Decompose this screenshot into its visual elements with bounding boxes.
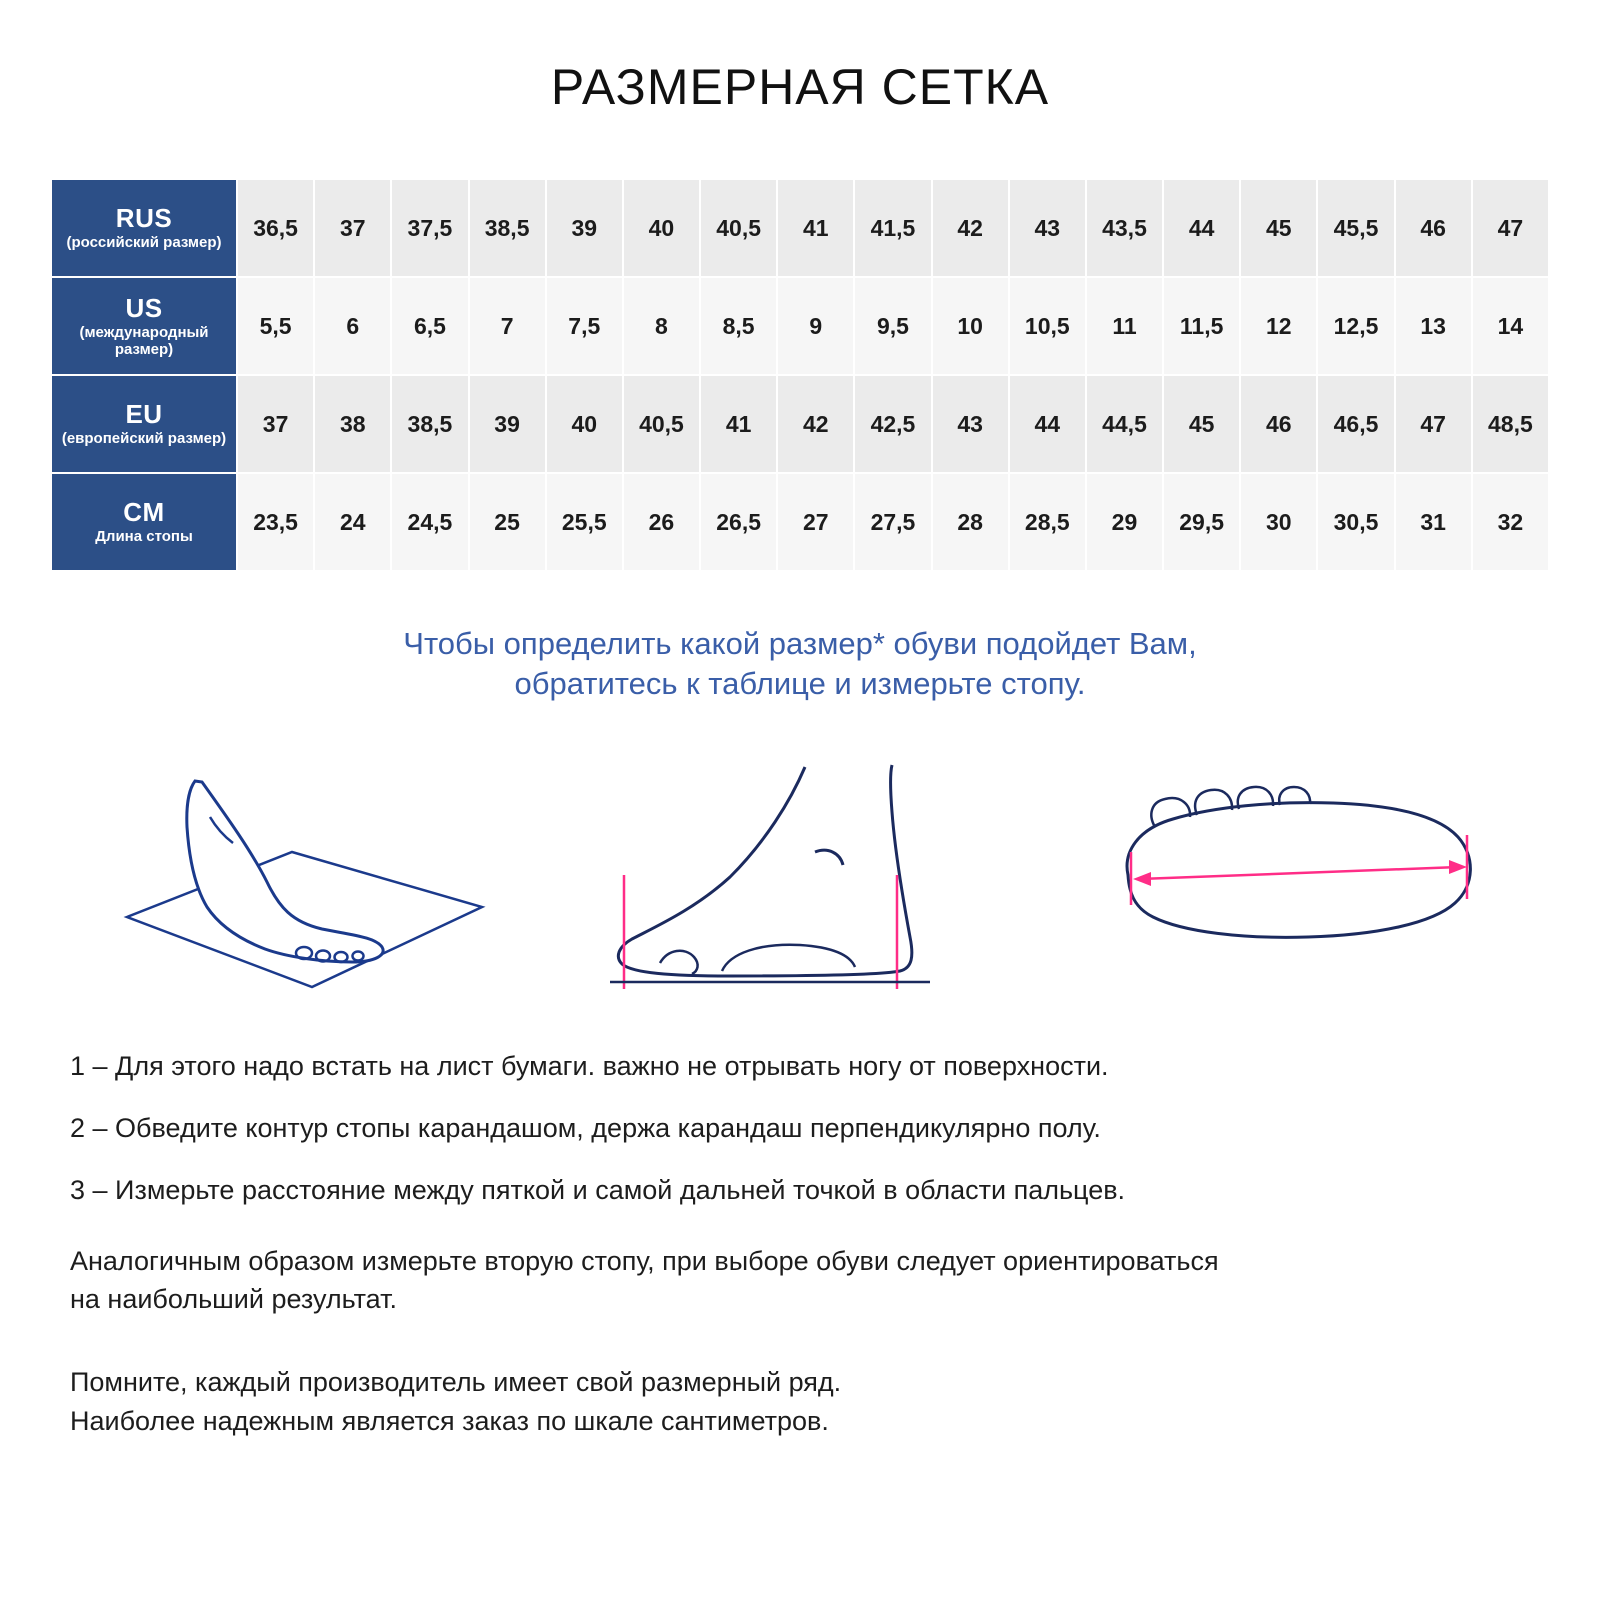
note-1-line-2: на наибольший результат. (70, 1283, 397, 1314)
cell: 39 (546, 179, 623, 277)
cell: 46,5 (1317, 375, 1394, 473)
row-header-sublabel: (российский размер) (66, 234, 222, 252)
cell: 43,5 (1086, 179, 1163, 277)
cell: 40,5 (623, 375, 700, 473)
cell: 44 (1163, 179, 1240, 277)
cell: 46 (1240, 375, 1317, 473)
foot-on-paper-illustration (107, 757, 507, 1012)
row-header-eu (51, 375, 237, 473)
cell: 41 (700, 375, 777, 473)
cell: 23,5 (237, 473, 314, 571)
cell: 30 (1240, 473, 1317, 571)
cell: 41 (777, 179, 854, 277)
table-row (51, 277, 1549, 375)
cell: 11,5 (1163, 277, 1240, 375)
cell: 37,5 (391, 179, 468, 277)
size-table (50, 178, 1550, 572)
cell: 5,5 (237, 277, 314, 375)
row-header-sublabel: (европейский размер) (61, 430, 227, 448)
instruction-step-2: 2 – Обведите контур стопы карандашом, держа карандаш перпендикулярно полу. (70, 1113, 1101, 1144)
illustrations-row (0, 757, 1600, 1012)
intro-text (120, 624, 1480, 705)
cell: 38,5 (391, 375, 468, 473)
row-header-label: US (125, 292, 163, 323)
row-header-label: CM (123, 497, 165, 528)
cell: 37 (237, 375, 314, 473)
row-header-us (51, 277, 237, 375)
note-1-line-1: Аналогичным образом измерьте вторую стопу, при выборе обуви следует ориентироваться (70, 1245, 1219, 1276)
cell: 27,5 (854, 473, 931, 571)
cell: 32 (1472, 473, 1549, 571)
cell: 8 (623, 277, 700, 375)
cell: 29 (1086, 473, 1163, 571)
foot-sole-measure-illustration (1093, 757, 1493, 1012)
cell: 11 (1086, 277, 1163, 375)
cell: 12,5 (1317, 277, 1394, 375)
row-header-sublabel: Длина стопы (95, 528, 193, 546)
cell: 42 (932, 179, 1009, 277)
cell: 25 (469, 473, 546, 571)
note-1 (70, 1243, 1530, 1319)
cell: 7 (469, 277, 546, 375)
cell: 6,5 (391, 277, 468, 375)
cell: 31 (1395, 473, 1472, 571)
cell: 39 (469, 375, 546, 473)
cell: 40,5 (700, 179, 777, 277)
intro-line-1: Чтобы определить какой размер* обуви подойдет Вам, (403, 626, 1197, 661)
table-row (51, 473, 1549, 571)
row-header-label: EU (125, 399, 163, 430)
note-2-line-1: Помните, каждый производитель имеет свой размерный ряд. (70, 1366, 842, 1397)
cell: 8,5 (700, 277, 777, 375)
cell: 38 (314, 375, 391, 473)
page-title: РАЗМЕРНАЯ СЕТКА (550, 59, 1050, 115)
instructions-block (70, 1048, 1530, 1441)
cell: 47 (1395, 375, 1472, 473)
row-header-rus (51, 179, 237, 277)
instruction-step-1: 1 – Для этого надо встать на лист бумаги. важно не отрывать ногу от поверхности. (70, 1050, 1109, 1081)
table-row (51, 375, 1549, 473)
row-header-cm (51, 473, 237, 571)
cell: 30,5 (1317, 473, 1394, 571)
cell: 13 (1395, 277, 1472, 375)
cell: 10,5 (1009, 277, 1086, 375)
cell: 24 (314, 473, 391, 571)
cell: 40 (546, 375, 623, 473)
cell: 6 (314, 277, 391, 375)
cell: 42 (777, 375, 854, 473)
cell: 45 (1163, 375, 1240, 473)
cell: 7,5 (546, 277, 623, 375)
size-table-container (50, 178, 1550, 572)
row-header-sublabel: (международный размер) (79, 323, 209, 358)
foot-side-profile-illustration (600, 757, 1000, 1012)
cell: 28,5 (1009, 473, 1086, 571)
intro-line-2: обратитесь к таблице и измерьте стопу. (514, 666, 1086, 702)
cell: 29,5 (1163, 473, 1240, 571)
cell: 10 (932, 277, 1009, 375)
cell: 47 (1472, 179, 1549, 277)
cell: 9 (777, 277, 854, 375)
cell: 12 (1240, 277, 1317, 375)
cell: 40 (623, 179, 700, 277)
row-header-label: RUS (115, 203, 173, 234)
cell: 38,5 (469, 179, 546, 277)
cell: 46 (1395, 179, 1472, 277)
cell: 45,5 (1317, 179, 1394, 277)
cell: 9,5 (854, 277, 931, 375)
cell: 44 (1009, 375, 1086, 473)
instruction-step-3: 3 – Измерьте расстояние между пяткой и самой дальней точкой в области пальцев. (70, 1175, 1126, 1206)
cell: 48,5 (1472, 375, 1549, 473)
cell: 37 (314, 179, 391, 277)
cell: 28 (932, 473, 1009, 571)
cell: 41,5 (854, 179, 931, 277)
cell: 26 (623, 473, 700, 571)
cell: 24,5 (391, 473, 468, 571)
cell: 25,5 (546, 473, 623, 571)
note-2-line-2: Наиболее надежным является заказ по шкале сантиметров. (70, 1405, 829, 1436)
cell: 43 (932, 375, 1009, 473)
cell: 36,5 (237, 179, 314, 277)
cell: 27 (777, 473, 854, 571)
cell: 42,5 (854, 375, 931, 473)
cell: 45 (1240, 179, 1317, 277)
table-row (51, 179, 1549, 277)
cell: 14 (1472, 277, 1549, 375)
cell: 44,5 (1086, 375, 1163, 473)
note-2 (70, 1363, 1530, 1441)
cell: 26,5 (700, 473, 777, 571)
cell: 43 (1009, 179, 1086, 277)
